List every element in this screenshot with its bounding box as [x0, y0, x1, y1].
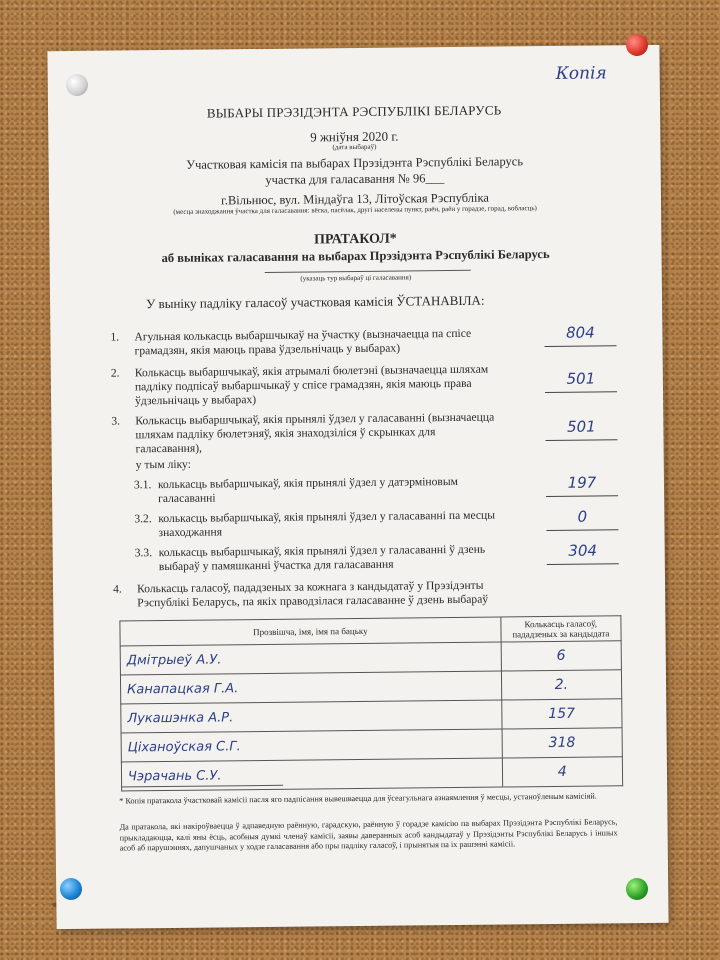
candidate-votes: 6	[501, 641, 622, 671]
col-candidate-name: Прозвішча, імя, імя па бацьку	[120, 617, 501, 646]
footnote-attachments: Да пратакола, які накіроўваецца ў адпаведную раённую, гарадскую, раённую ў горадзе камісію па выбарах Прэзідэнта Рэспублікі Беларусь, прыкладаюцца, калі яны ёсць, асобныя думкі членаў камісіі, заявы даверанных асоб кандыдатаў у Прэзідэнты Рэспублікі Беларусь і іншых асоб аб парушэннях, дапушчаных у ходзе галасавання або пры падліку галасоў, і прынятыя па іх рашэнні камісіі.	[119, 817, 618, 853]
item-value: 501	[545, 369, 617, 393]
candidates-table	[119, 615, 623, 791]
protocol-subtitle: аб выніках галасавання на выбарах Прэзідэнта Рэспублікі Беларусь	[161, 246, 550, 266]
candidate-votes: 4	[502, 757, 623, 787]
item-number: 3.2.	[134, 512, 152, 526]
item-text: Колькасць выбаршчыкаў, якія прынялі ўдзел у галасаванні (вызначаецца шляхам падліку бюлетэняў, якія знаходзіліся ў скрынках для галасавання),	[135, 410, 495, 456]
candidate-votes: 318	[502, 728, 623, 758]
item-text: колькасць выбаршчыкаў, якія прынялі ўдзел у галасаванні па месцы знаходжання	[158, 508, 496, 540]
item-number: 3.1.	[133, 478, 152, 492]
commission-name: Участковая камісія па выбарах Прэзідэнта Рэспублікі Беларусь	[186, 154, 524, 172]
candidate-votes: 2.	[501, 670, 622, 700]
handwritten-copy-note: Копія	[555, 63, 607, 84]
candidate-name: Дмітрыеў А.У.	[120, 642, 501, 675]
item-value: 197	[546, 473, 618, 497]
candidate-name: Канапацкая Г.А.	[120, 671, 501, 704]
item-text: Колькасць выбаршчыкаў, якія атрымалі бюлетэні (вызначаецца шляхам падліку подпісаў выбаршчыкаў у спісе грамадзян, якія маюць права ўдзельнічаць у выбарах)	[134, 362, 489, 408]
election-date: 9 жніўня 2020 г.	[310, 128, 399, 145]
candidate-votes: 157	[501, 699, 622, 729]
candidate-name: Чэрачань С.У.	[121, 758, 502, 791]
blue-pushpin-icon	[60, 878, 82, 900]
item-value: 804	[544, 323, 616, 347]
white-pushpin-icon	[66, 74, 88, 96]
date-caption: (дата выбараў)	[332, 142, 377, 152]
item-value: 304	[547, 541, 619, 565]
candidate-name: Ціханоўская С.Г.	[121, 729, 502, 762]
col-votes: Колькасць галасоў, пададзеных за кандыдата	[500, 616, 621, 642]
item-text: Колькасць галасоў, пададзеных за кожнага з кандыдатаў у Прэзідэнты Рэспублікі Беларусь, па якіх праводзілася галасаванне ў дзень выбараў	[136, 578, 489, 610]
results-intro: У выніку падліку галасоў участковая камісія ЎСТАНАВІЛА:	[145, 292, 485, 312]
item-number: 4.	[112, 582, 122, 596]
footnote-copy: * Копія пратакола ўчастковай камісіі пасля яго падпісання вывешваецца для ўсеагульнага азнаямлення ў месцы, устаноўленым камісіяй.	[119, 791, 597, 806]
item-value: 0	[546, 507, 618, 531]
item-value: 501	[545, 417, 617, 441]
item-text: колькасць выбаршчыкаў, якія прынялі ўдзел у галасаванні ў дзень выбараў у памяшканні ўчастка для галасавання	[158, 542, 486, 574]
station-address: г.Вільнюс, вул. Міндаўга 13, Літоўская Рэспубліка	[221, 190, 489, 208]
item-text: колькасць выбаршчыкаў, якія прынялі ўдзел у датэрміновым галасаванні	[157, 474, 459, 506]
protocol-sheet	[47, 45, 668, 929]
green-pushpin-icon	[626, 878, 648, 900]
red-pushpin-icon	[626, 34, 648, 56]
including-label: у тым ліку:	[135, 457, 191, 472]
address-caption: (месца знаходжання ўчастка для галасавання: вёска, пасёлак, другі населены пункт, раён, раён у горадзе, горад, вобласць)	[173, 204, 537, 216]
polling-station-number: участка для галасавання № 96___	[265, 171, 445, 187]
item-number: 3.	[111, 414, 121, 428]
document-title: ВЫБАРЫ ПРЭЗІДЭНТА РЭСПУБЛІКІ БЕЛАРУСЬ	[206, 102, 502, 121]
item-number: 1.	[110, 330, 120, 344]
item-text: Агульная колькасць выбаршчыкаў на ўчастку (вызначаецца па спісе грамадзян, якія маюць права ўдзельнічаць у выбарах)	[134, 326, 472, 358]
item-number: 3.3.	[134, 546, 153, 560]
protocol-title: ПРАТАКОЛ*	[313, 231, 397, 248]
round-caption: (указаць тур выбараў ці галасавання)	[300, 273, 412, 283]
item-number: 2.	[110, 366, 120, 380]
candidate-name: Лукашэнка А.Р.	[121, 700, 502, 733]
